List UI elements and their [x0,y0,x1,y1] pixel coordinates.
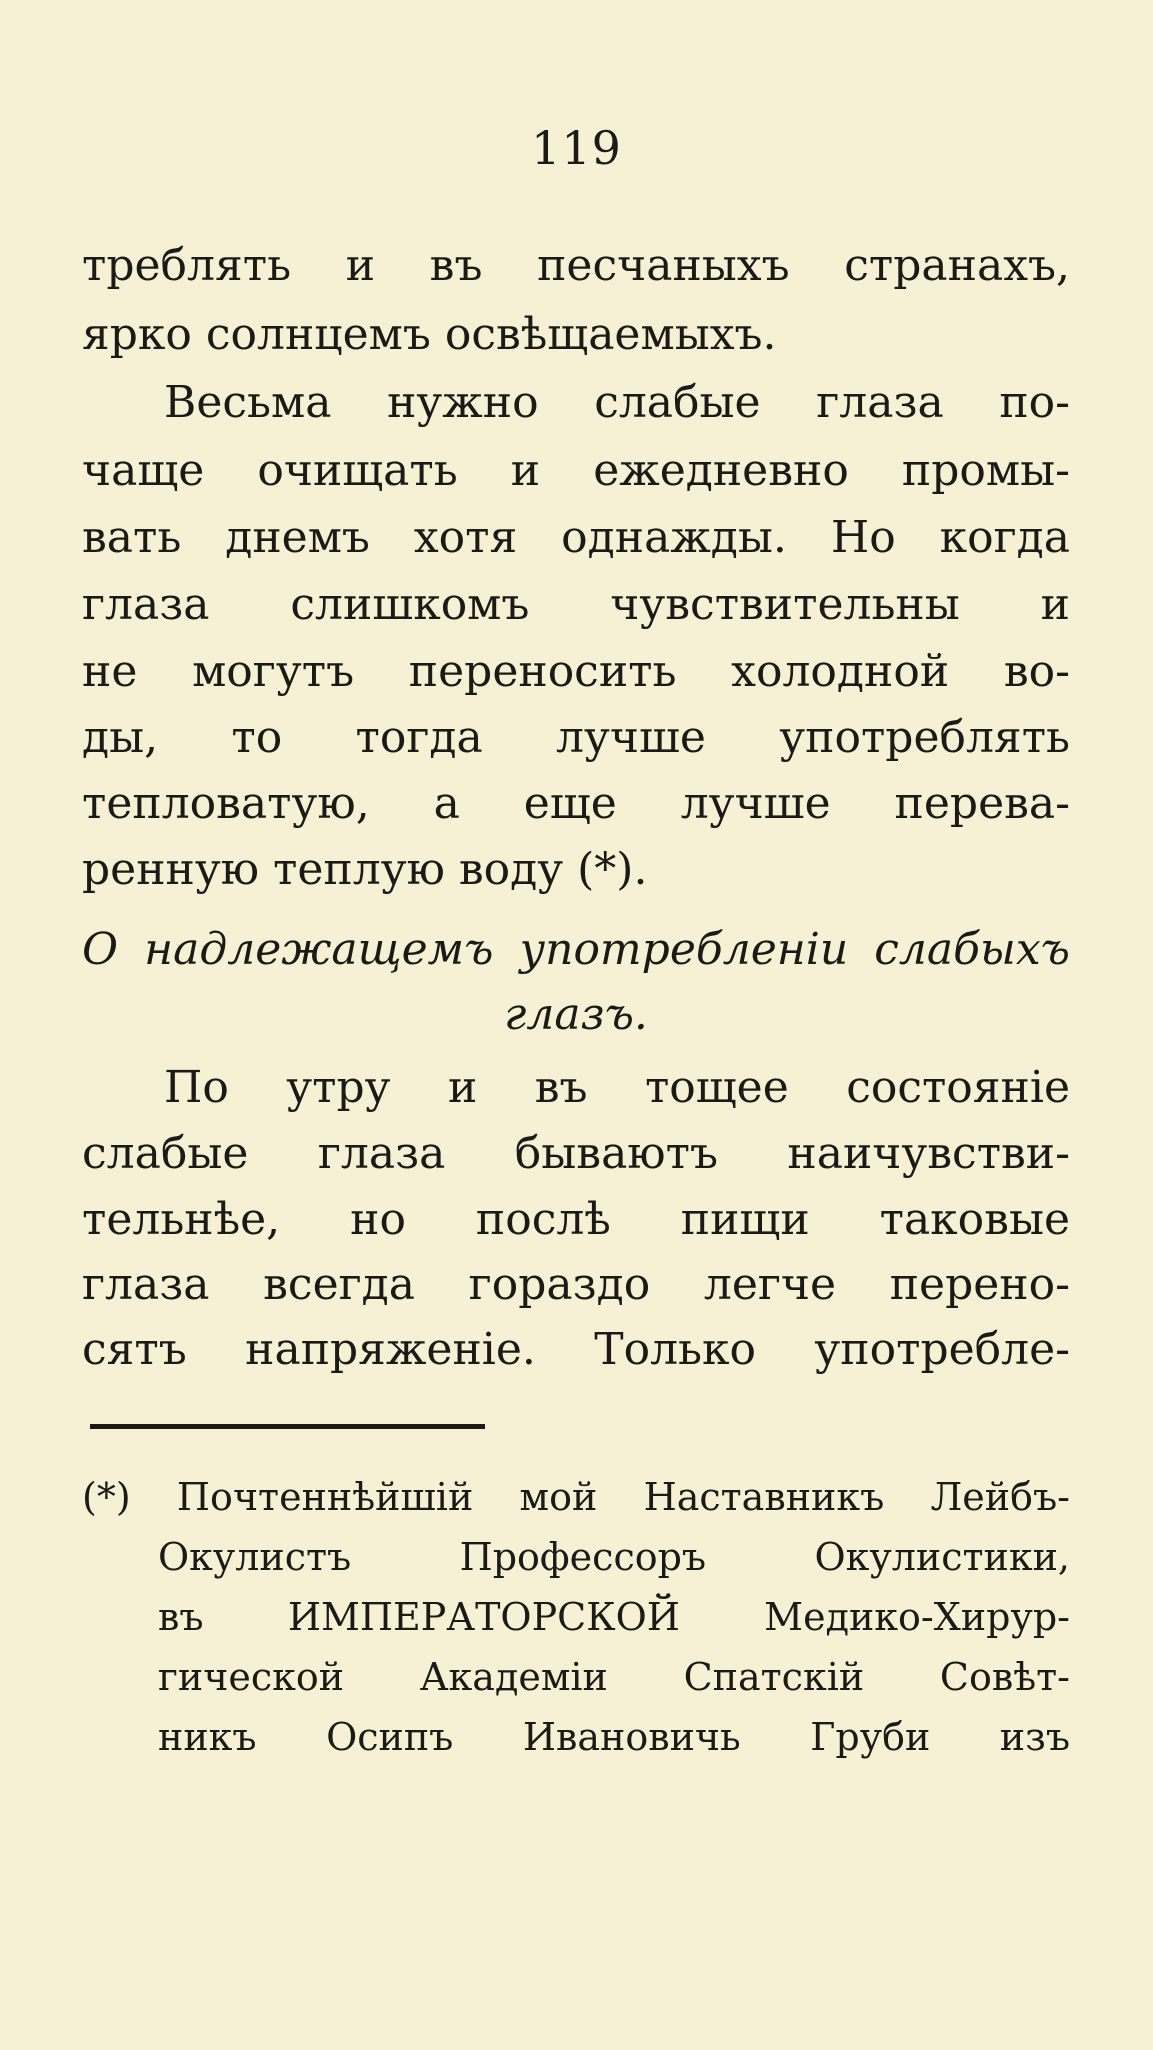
text-line: слабые глаза бываютъ наичувстви- [82,1128,1070,1179]
text-line: чаще очищать и ежедневно промы- [82,445,1070,496]
text-line: По утру и въ тощее состояніе [164,1062,1070,1113]
text-line: Весьма нужно слабые глаза по- [164,377,1070,428]
footnote-line: гической Академіи Спатскій Совѣт- [158,1655,1070,1699]
text-line: не могутъ переносить холодной во- [82,646,1070,697]
text-line: сятъ напряженіе. Только употребле- [82,1324,1070,1375]
section-heading: О надлежащемъ употребленіи слабыхъ [82,924,1070,975]
footnote-rule [90,1424,485,1429]
footnote-line: (*) Почтеннѣйшій мой Наставникъ Лейбъ- [82,1475,1070,1519]
text-line: глаза всегда гораздо легче перено- [82,1259,1070,1310]
text-line: тельнѣе, но послѣ пищи таковые [82,1194,1070,1245]
text-line: ренную теплую воду (*). [82,844,648,895]
footnote-line: въ ИМПЕРАТОРСКОЙ Медико-Хирур- [158,1595,1070,1639]
text-line: тепловатую, а еще лучше перева- [82,778,1070,829]
text-line: ярко солнцемъ освѣщаемыхъ. [82,309,777,360]
text-line: треблять и въ песчаныхъ странахъ, [82,240,1070,291]
text-line: глаза слишкомъ чувствительны и [82,579,1070,630]
text-line: ды, то тогда лучше употреблять [82,712,1070,763]
text-line: вать днемъ хотя однажды. Но когда [82,512,1070,563]
section-heading: глазъ. [504,989,648,1040]
footnote-line: Окулистъ Профессоръ Окулистики, [158,1535,1070,1579]
page-number: 119 [531,121,622,175]
footnote-line: никъ Осипъ Ивановичь Груби изъ [158,1715,1070,1759]
